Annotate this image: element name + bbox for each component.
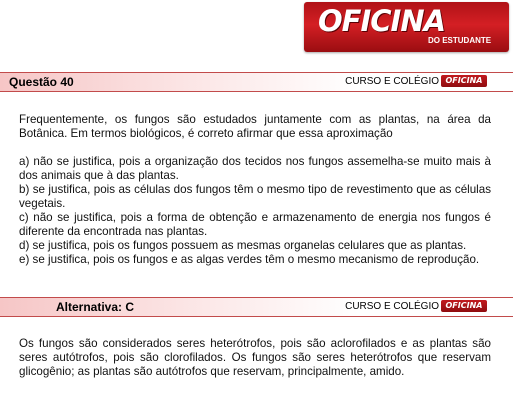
question-number: Questão 40 [9, 75, 74, 89]
mini-logo: OFICINA [441, 300, 487, 312]
option-e: e) se justifica, pois os fungos e as algas verdes têm o mesmo mecanismo de reprodução. [19, 253, 480, 266]
mini-logo: OFICINA [441, 75, 487, 87]
question-body [19, 113, 491, 267]
course-label: CURSO E COLÉGIO [345, 301, 439, 312]
answer-label: Alternativa: C [56, 300, 135, 314]
option-a: a) não se justifica, pois a organização dos tecidos nos fungos assemelha-se muito mais à dos animais que à das plantas. [19, 155, 491, 182]
option-d: d) se justifica, pois os fungos possuem as mesmas organelas celulares que as plantas. [19, 239, 467, 252]
option-c: c) não se justifica, pois a forma de obtenção e armazenamento de energia nos fungos é diferente da encontrada nas plantas. [19, 211, 491, 238]
logo-subtitle: DO ESTUDANTE [428, 36, 492, 45]
answer-bar [0, 297, 513, 317]
question-statement: Frequentemente, os fungos são estudados juntamente com as plantas, na área da Botânica. Em termos biológicos, é correto afirmar que essa aproximação [19, 113, 491, 140]
oficina-logo [304, 2, 509, 52]
course-label: CURSO E COLÉGIO [345, 76, 439, 87]
logo-wordmark: OFICINA [318, 4, 446, 38]
explanation-body [19, 337, 491, 379]
question-header-bar [0, 72, 513, 92]
option-b: b) se justifica, pois as células dos fungos têm o mesmo tipo de revestimento que as células vegetais. [19, 183, 491, 210]
explanation-text: Os fungos são considerados seres heterótrofos, pois são aclorofilados e as plantas são seres autótrofos, pois são clorofilados. Os fungos são seres heterótrofos que reservam glicogênio; as plantas são autótrofos que reservam, principalmente, amido. [19, 337, 491, 378]
